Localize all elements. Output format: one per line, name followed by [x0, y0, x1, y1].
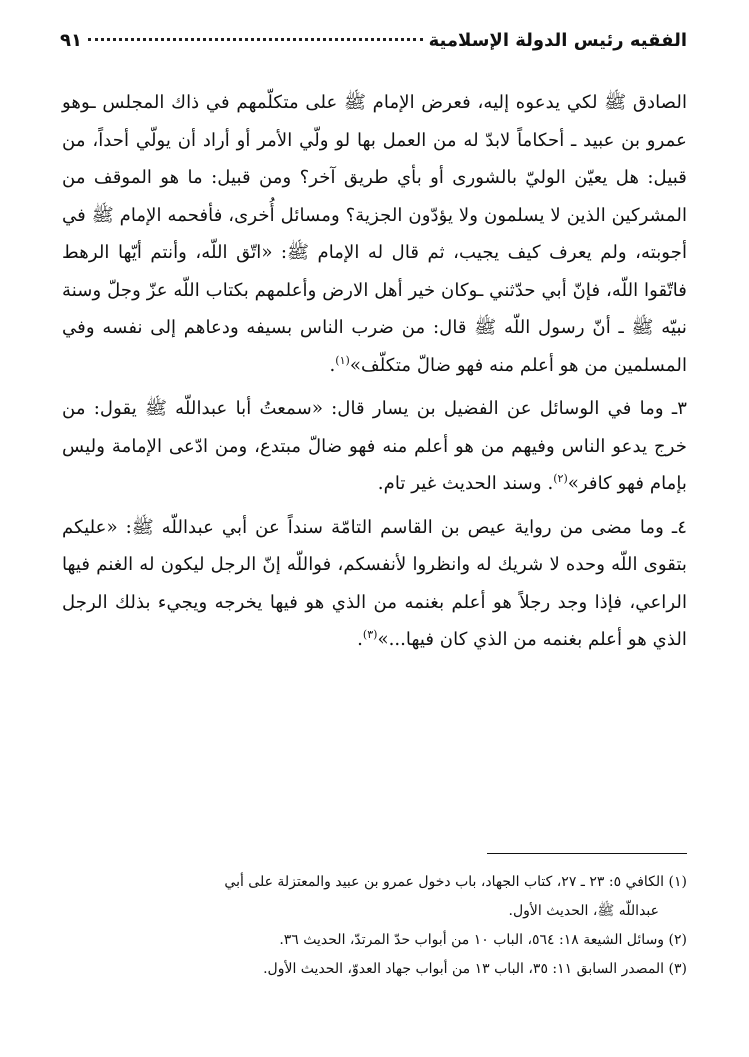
- running-header: [60, 30, 687, 51]
- footnote-text-continued: عبداللّه ﷺ، الحديث الأول.: [508, 903, 659, 919]
- footnote-2: [62, 926, 687, 955]
- paragraph-1-text: الصادق ﷺ لكي يدعوه إليه، فعرض الإمام ﷺ على متكلّمهم في ذاك المجلس ـوهو عمرو بن عبيد ـ أحكاماً لابدّ له من العمل بها لو ولّي الأمر أو أراد أن يولّي أحداً، من قبيل: هل يعيّن الوليّ بالشورى أو بأي طريق آخر؟ ومن قبيل: ما هو الموقف من المشركين الذين لا يسلمون ولا يؤدّون الجزية؟ ومسائل أُخرى، فأفحمه الإمام ﷺ في أجوبته، ولم يعرف كيف يجيب، ثم قال له الإمام ﷺ: «اتّق اللّه، وأنتم أيّها الرهط فاتّقوا اللّه، فإنّ أبي حدّثني ـوكان خير أهل الارض وأعلمهم بكتاب اللّه عزّ وجلّ وسنة نبيّه ﷺ ـ أنّ رسول اللّه ﷺ قال: من ضرب الناس بسيفه ودعاهم إلى نفسه وفي المسلمين من هو أعلم منه فهو ضالّ متكلّف»: [62, 92, 687, 376]
- dot-leader: [88, 38, 423, 41]
- paragraph-2-text: ٣ـ وما في الوسائل عن الفضيل بن يسار قال: «سمعتُ أبا عبداللّه ﷺ يقول: من خرج يدعو الناس وفيهم من هو أعلم منه فهو ضالّ مبتدع، ومن ادّعى الإمامة وليس بإمام فهو كافر»: [62, 398, 687, 494]
- paragraph-3: ٤ـ وما مضى من رواية عيص بن القاسم التامّة سنداً عن أبي عبداللّه ﷺ: «عليكم بتقوى اللّه وحده لا شريك له وانظروا لأنفسكم، فواللّه إنّ الرجل ليكون له الغنم فيها الراعي، فإذا وجد رجلاً هو أعلم بغنمه من الذي هو فيها يخرجه ويجيء بذلك الرجل الذي هو أعلم بغنمه من الذي كان فيها...»$^{(٣)}$.: [62, 516, 687, 650]
- paragraph-1: الصادق ﷺ لكي يدعوه إليه، فعرض الإمام ﷺ على متكلّمهم في ذاك المجلس ـوهو عمرو بن عبيد ـ أحكاماً لابدّ له من العمل بها لو ولّي الأمر أو أراد أن يولّي أحداً، من قبيل: هل يعيّن الوليّ بالشورى أو بأي طريق آخر؟ ومن قبيل: ما هو الموقف من المشركين الذين لا يسلمون ولا يؤدّون الجزية؟ ومسائل أُخرى، فأفحمه الإمام ﷺ في أجوبته، ولم يعرف كيف يجيب، ثم قال له الإمام ﷺ: «اتّق اللّه، وأنتم أيّها الرهط فاتّقوا اللّه، فإنّ أبي حدّثني ـوكان خير أهل الارض وأعلمهم بكتاب اللّه عزّ وجلّ وسنة نبيّه ﷺ ـ أنّ رسول اللّه ﷺ قال: من ضرب الناس بسيفه ودعاهم إلى نفسه وفي المسلمين من هو أعلم منه فهو ضالّ متكلّف»$^{(١)}$.: [62, 92, 687, 376]
- footnote-3: [62, 955, 687, 984]
- footnote-number: (٣): [668, 961, 687, 977]
- page-number: ٩١: [60, 30, 82, 51]
- main-text: [62, 84, 687, 659]
- footnote-number: (٢): [668, 932, 687, 948]
- footnote-ref-1[interactable]: (١): [335, 353, 350, 367]
- footnotes: [62, 868, 687, 984]
- footnote-ref-2[interactable]: (٢): [553, 471, 568, 485]
- footnote-1: [62, 868, 687, 926]
- footnote-divider: [487, 853, 687, 854]
- paragraph-2-tail: . وسند الحديث غير تام.: [377, 473, 554, 494]
- running-title: الفقيه رئيس الدولة الإسلامية: [428, 30, 687, 51]
- paragraph-2: [62, 390, 687, 503]
- footnote-ref-3[interactable]: (٣): [362, 627, 378, 641]
- footnote-number: (١): [668, 874, 687, 890]
- footnote-text: وسائل الشيعة ١٨: ٥٦٤، الباب ١٠ من أبواب حدّ المرتدّ، الحديث ٣٦.: [279, 932, 665, 948]
- footnote-text: الكافي ٥: ٢٣ ـ ٢٧، كتاب الجهاد، باب دخول عمرو بن عبيد والمعتزلة على أبي: [224, 874, 665, 890]
- footnote-text: المصدر السابق ١١: ٣٥، الباب ١٣ من أبواب جهاد العدوّ، الحديث الأول.: [263, 961, 665, 977]
- paragraph-3-text: ٤ـ وما مضى من رواية عيص بن القاسم التامّة سنداً عن أبي عبداللّه ﷺ: «عليكم بتقوى اللّه وحده لا شريك له وانظروا لأنفسكم، فواللّه إنّ الرجل ليكون له الغنم فيها الراعي، فإذا وجد رجلاً هو أعلم بغنمه من الذي هو فيها يخرجه ويجيء بذلك الرجل الذي هو أعلم بغنمه من الذي كان فيها...»: [62, 516, 687, 650]
